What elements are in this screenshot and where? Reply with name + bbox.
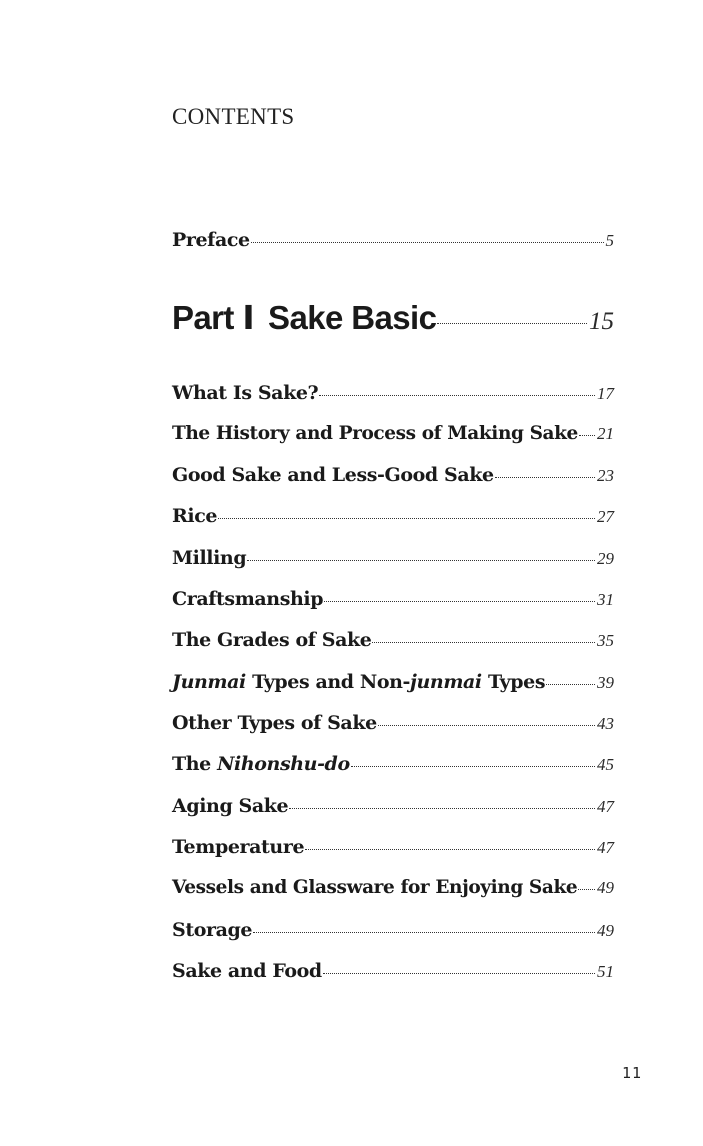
dot-leader bbox=[372, 642, 595, 643]
title-plain-part: The bbox=[172, 753, 218, 775]
toc-entry bbox=[172, 671, 614, 693]
toc-entry bbox=[172, 795, 614, 817]
toc-entry bbox=[172, 836, 614, 858]
toc-entry-page: 47 bbox=[597, 797, 614, 816]
dot-leader bbox=[578, 889, 595, 890]
toc-entry bbox=[172, 877, 614, 898]
dot-leader bbox=[378, 725, 595, 726]
dot-leader bbox=[289, 808, 595, 809]
toc-entry-title: Rice bbox=[172, 505, 218, 527]
title-plain-part: Types and Non- bbox=[245, 671, 411, 693]
toc-entry bbox=[172, 547, 614, 569]
dot-leader bbox=[251, 242, 604, 243]
title-italic-part: Nihonshu-do bbox=[217, 753, 350, 775]
dot-leader bbox=[324, 601, 595, 602]
toc-entry bbox=[172, 919, 614, 941]
toc-entry-title: Temperature bbox=[172, 836, 305, 858]
dot-leader bbox=[218, 518, 595, 519]
dot-leader bbox=[247, 560, 595, 561]
toc-entry bbox=[172, 464, 614, 486]
toc-entry-page: 43 bbox=[597, 714, 614, 733]
toc-entry-page: 23 bbox=[597, 466, 614, 485]
dot-leader bbox=[323, 973, 595, 974]
dot-leader bbox=[546, 684, 595, 685]
toc-entry-page: 29 bbox=[597, 549, 614, 568]
dot-leader bbox=[253, 932, 595, 933]
toc-entry-title: Storage bbox=[172, 919, 253, 941]
toc-entry-title bbox=[172, 753, 350, 775]
toc-entry-title: Good Sake and Less-Good Sake bbox=[172, 464, 494, 486]
toc-entry-title: What Is Sake? bbox=[172, 382, 319, 404]
contents-heading: CONTENTS bbox=[172, 104, 295, 129]
toc-entry-page: 39 bbox=[597, 673, 614, 692]
part-title bbox=[172, 298, 436, 337]
toc-entry-page: 49 bbox=[597, 921, 614, 940]
toc-entry-title: Other Types of Sake bbox=[172, 712, 377, 734]
toc-entry-title: Preface bbox=[172, 229, 250, 251]
page-number: 11 bbox=[622, 1064, 643, 1082]
toc-entry bbox=[172, 505, 614, 527]
toc-entry-page: 47 bbox=[597, 838, 614, 857]
toc-entry-page: 27 bbox=[597, 507, 614, 526]
toc-entry-title: Aging Sake bbox=[172, 795, 289, 817]
part-name: Sake Basic bbox=[268, 299, 437, 336]
dot-leader bbox=[495, 477, 595, 478]
toc-entry-title: Sake and Food bbox=[172, 960, 322, 982]
part-page: 15 bbox=[589, 308, 614, 335]
toc-entry-title bbox=[172, 671, 545, 693]
title-italic-part: junmai bbox=[410, 671, 482, 693]
toc-entry-title: Milling bbox=[172, 547, 247, 569]
toc-entry-page: 21 bbox=[597, 424, 614, 443]
toc-entry bbox=[172, 960, 614, 982]
toc-entry bbox=[172, 382, 614, 404]
toc-entry-title: Craftsmanship bbox=[172, 588, 324, 610]
title-italic-part: Junmai bbox=[172, 671, 246, 693]
dot-leader bbox=[437, 323, 587, 324]
toc-entry-preface bbox=[172, 229, 614, 251]
toc-entry bbox=[172, 629, 614, 651]
toc-entry-title: The History and Process of Making Sake bbox=[172, 423, 578, 444]
toc-entry bbox=[172, 712, 614, 734]
dot-leader bbox=[319, 395, 595, 396]
toc-entry-page: 17 bbox=[597, 384, 614, 403]
toc-entry bbox=[172, 753, 614, 775]
dot-leader bbox=[351, 766, 595, 767]
dot-leader bbox=[305, 849, 595, 850]
toc-entry-page: 51 bbox=[597, 962, 614, 981]
toc-entry-title: The Grades of Sake bbox=[172, 629, 372, 651]
toc-entry bbox=[172, 423, 614, 444]
toc-entry-page: 45 bbox=[597, 755, 614, 774]
toc-entry-page: 35 bbox=[597, 631, 614, 650]
part-label: Part Ⅰ bbox=[172, 299, 255, 336]
title-plain-part: Types bbox=[481, 671, 546, 693]
toc-entry-page: 5 bbox=[605, 231, 614, 250]
toc-entry-page: 49 bbox=[597, 878, 614, 897]
toc-entry-page: 31 bbox=[597, 590, 614, 609]
toc-entry bbox=[172, 588, 614, 610]
toc-entry-title: Vessels and Glassware for Enjoying Sake bbox=[172, 877, 578, 898]
dot-leader bbox=[579, 435, 595, 436]
toc-part-heading bbox=[172, 298, 614, 337]
